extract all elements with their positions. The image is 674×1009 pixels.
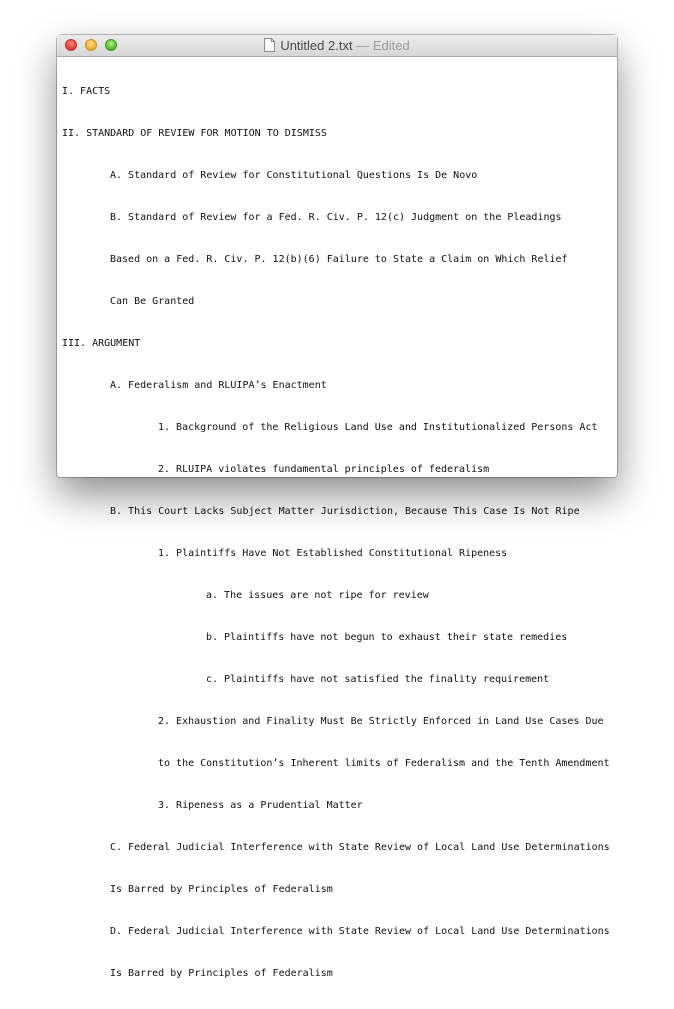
outline-line: c. Plaintiffs have not satisfied the finality requirement — [206, 674, 550, 685]
outline-line: B. Standard of Review for a Fed. R. Civ. P. 12(c) Judgment on the Pleadings — [110, 212, 562, 223]
outline-line: 2. RLUIPA violates fundamental principles of federalism — [158, 464, 490, 475]
outline-line: Based on a Fed. R. Civ. P. 12(b)(6) Failure to State a Claim on Which Relief — [110, 254, 568, 265]
document-icon[interactable] — [264, 38, 275, 56]
text-editor-area[interactable] — [62, 57, 617, 979]
outline-line: D. Federal Judicial Interference with State Review of Local Land Use Determinations — [110, 926, 610, 937]
outline-line: a. The issues are not ripe for review — [206, 590, 429, 601]
outline-line: A. Federalism and RLUIPA’s Enactment — [110, 380, 327, 391]
outline-line: II. STANDARD OF REVIEW FOR MOTION TO DISMISS — [62, 128, 327, 139]
outline-line: B. This Court Lacks Subject Matter Jurisdiction, Because This Case Is Not Ripe — [110, 506, 580, 517]
outline-line: 3. Ripeness as a Prudential Matter — [158, 800, 363, 811]
outline-line: 1. Plaintiffs Have Not Established Constitutional Ripeness — [158, 548, 508, 559]
outline-line: C. Federal Judicial Interference with State Review of Local Land Use Determinations — [110, 842, 610, 853]
outline-line: Is Barred by Principles of Federalism — [110, 884, 333, 895]
outline-line: 1. Background of the Religious Land Use and Institutionalized Persons Act — [158, 422, 598, 433]
outline-line: Can Be Granted — [110, 296, 195, 307]
title-bar[interactable] — [57, 35, 617, 57]
outline-line: Is Barred by Principles of Federalism — [110, 968, 333, 979]
outline-line: 2. Exhaustion and Finality Must Be Strictly Enforced in Land Use Cases Due — [158, 716, 604, 727]
outline-line: to the Constitution’s Inherent limits of Federalism and the Tenth Amendment — [158, 758, 610, 769]
outline-line: I. FACTS — [62, 86, 111, 97]
window-title-area — [57, 38, 617, 56]
window-title: Untitled 2.txt — [280, 38, 353, 53]
outline-line: III. ARGUMENT — [62, 338, 141, 349]
outline-line: b. Plaintiffs have not begun to exhaust their state remedies — [206, 632, 568, 643]
textedit-window — [57, 35, 617, 979]
edited-status: — Edited — [356, 38, 410, 53]
outline-line: A. Standard of Review for Constitutional Questions Is De Novo — [110, 170, 478, 181]
